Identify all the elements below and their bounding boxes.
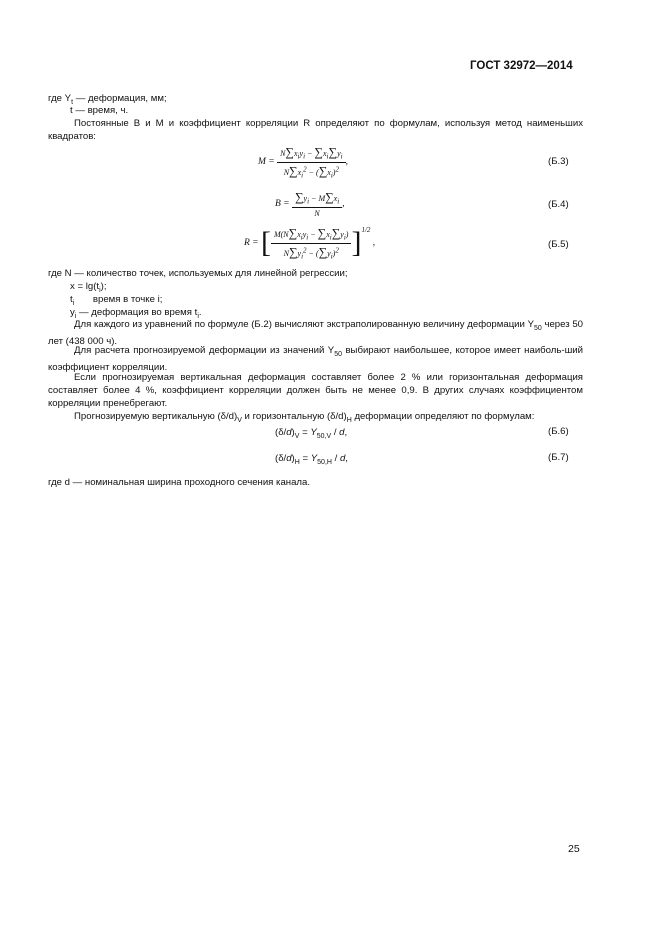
where-yt-line: где $Y_t$ — деформация, мм;: [48, 93, 167, 106]
paragraph-constants: Постоянные B и M и коэффициент корреляции R определяют по формулам, используя метод наименьших квадратов:: [48, 118, 583, 143]
formula-b6: $(\delta/d)_V = Y_{50,V} / d$,: [275, 427, 348, 440]
formula-b5: R = [ $\frac{M(N\sum x_iy_i - \sum x_i\sum y_i)}{N\sum y_i^2 - (\sum y_i)^2}$ ]$^{1/2}$ ,: [244, 226, 376, 261]
eq-number-b4: (Б.4): [548, 199, 569, 210]
page-number: 25: [568, 843, 580, 855]
where-d-line: где d — номинальная ширина проходного сечения канала.: [48, 477, 311, 488]
paragraph-vertical: Если прогнозируемая вертикальная деформация составляет более 2 % или горизонтальная деформация составляет более 4 %, коэффициент корреляции должен быть не менее 0,9. В других случаях коэффициентом корреляции пренебрегают.: [48, 372, 583, 410]
formula-b7: $(\delta/d)_H = Y_{50,H} / d$,: [275, 453, 348, 466]
paragraph-forecast: Для расчета прогнозируемой деформации из значений $Y_{50}$ выбирают наибольшее, которое имеет наиболь-ший коэффициент корреляции.: [48, 345, 583, 374]
eq-number-b5: (Б.5): [548, 239, 569, 250]
eq-number-b3: (Б.3): [548, 156, 569, 167]
formula-b4: B = $\frac{\sum y_i - M\sum x_i}{N}$ ,: [275, 190, 345, 218]
x-definition: $x = \lg(t_i)$;: [70, 281, 107, 294]
formula-b3: M = $\frac{N\sum x_iy_i - \sum x_i\sum y_i}{N\sum x_i^2 - (\sum x_i)^2}$ ,: [258, 145, 348, 180]
yi-definition: $y_i$ — деформация во время $t_i$.: [70, 307, 202, 320]
standard-header: ГОСТ 32972—2014: [470, 60, 573, 72]
where-t-line: t — время, ч.: [70, 105, 129, 116]
ti-definition: $t_i$ время в точке i;: [70, 294, 163, 307]
paragraph-extrapolation: Для каждого из уравнений по формуле (Б.2) вычисляют экстраполированную величину деформации $Y_{50}$ через 50 лет (438 000 ч).: [48, 319, 583, 348]
eq-number-b7: (Б.7): [548, 452, 569, 463]
where-n-line: где N — количество точек, используемых для линейной регрессии;: [48, 268, 348, 279]
paragraph-deformation: Прогнозируемую вертикальную $(\delta/d)_V$ и горизонтальную $(\delta/d)_H$ деформации определяют по формулам:: [74, 411, 535, 424]
eq-number-b6: (Б.6): [548, 426, 569, 437]
